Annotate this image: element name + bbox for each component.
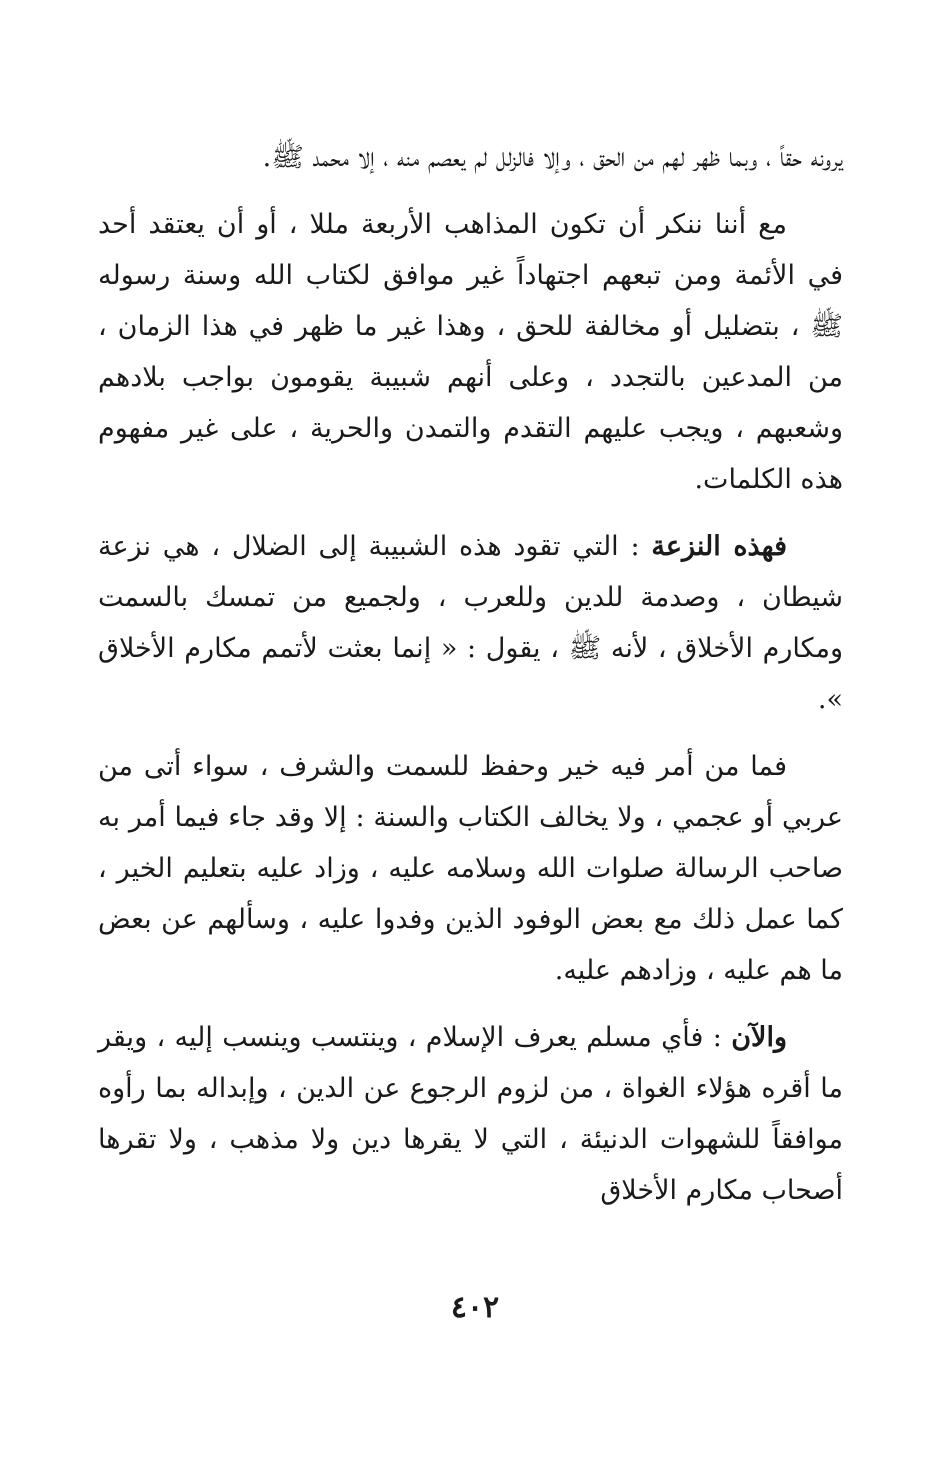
paragraph-2-text: مع أننا ننكر أن تكون المذاهب الأربعة مللا ، أو أن يعتقد أحد في الأئمة ومن تبعهم اجتهاداً غير موافق لكتاب الله وسنة رسوله ﷺ ، بتضليل أو مخالفة للحق ، وهذا غير ما ظهر في هذا الزمان ، من المدعين بالتجدد ، وعلى أنهم شبيبة يقومون بواجب بلادهم وشعبهم ، ويجب عليهم التقدم والتمدن والحرية ، على غير مفهوم هذه الكلمات. xyxy=(98,209,843,495)
paragraph-4 xyxy=(98,741,843,996)
paragraph-3 xyxy=(98,521,843,725)
page-body xyxy=(98,132,843,1232)
paragraph-5 xyxy=(98,1012,843,1216)
paragraph-4-text: فما من أمر فيه خير وحفظ للسمت والشرف ، سواء أتى من عربي أو عجمي ، ولا يخالف الكتاب والسنة : إلا وقد جاء فيما أمر به صاحب الرسالة صلوات الله وسلامه عليه ، وزاد عليه بتعليم الخير ، كما عمل ذلك مع بعض الوفود الذين وفدوا عليه ، وسألهم عن بعض ما هم عليه ، وزادهم عليه. xyxy=(98,751,843,986)
paragraph-5-lead: والآن xyxy=(731,1022,787,1053)
paragraph-5-text: : فأي مسلم يعرف الإسلام ، وينتسب وينسب إليه ، ويقر ما أقره هؤلاء الغواة ، من لزوم الرجوع عن الدين ، وإبداله بما رأوه موافقاً للشهوات الدنيئة ، التي لا يقرها دين ولا مذهب ، ولا تقرها أصحاب مكارم الأخلاق xyxy=(98,1022,843,1206)
page-number: ٤٠٢ xyxy=(450,1290,500,1325)
paragraph-3-lead: فهذه النزعة xyxy=(651,531,787,562)
paragraph-1-text: يرونه حقاً ، وبما ظهر لهم من الحق ، وإلا فالزلل لم يعصم منه ، إلا محمد ﷺ. xyxy=(262,142,843,173)
paragraph-3-text: : التي تقود هذه الشبيبة إلى الضلال ، هي نزعة شيطان ، وصدمة للدين وللعرب ، ولجميع من تمسك بالسمت ومكارم الأخلاق ، لأنه ﷺ ، يقول : « إنما بعثت لأتمم مكارم الأخلاق ». xyxy=(98,531,843,715)
paragraph-2 xyxy=(98,199,843,505)
paragraph-1 xyxy=(98,132,843,183)
